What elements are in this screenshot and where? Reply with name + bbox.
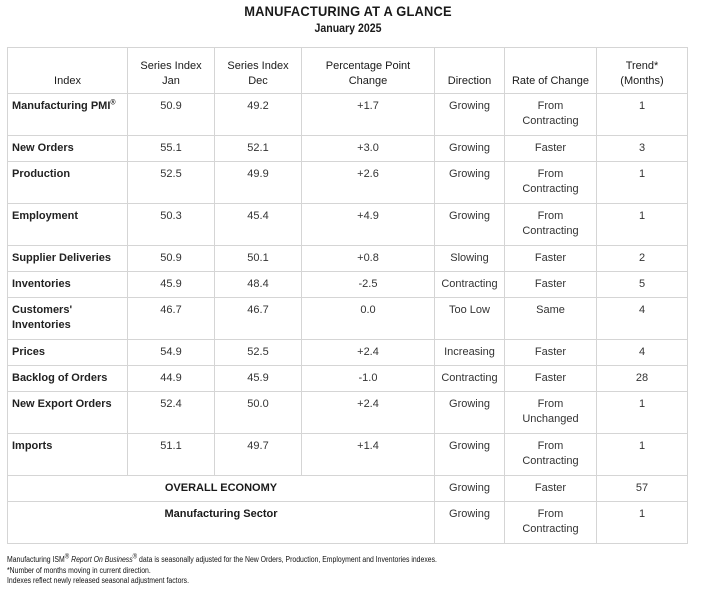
cell-change: +4.9 [302, 204, 435, 246]
row-index-label: New Orders [8, 136, 128, 162]
cell-change: +1.4 [302, 434, 435, 476]
table-row [8, 136, 688, 162]
cell-rate: Faster [505, 340, 597, 366]
cell-direction: Growing [435, 392, 505, 434]
table-header-row [8, 48, 688, 94]
cell-rate: Faster [505, 366, 597, 392]
cell-dec: 50.0 [215, 392, 302, 434]
table-row [8, 94, 688, 136]
cell-dec: 45.4 [215, 204, 302, 246]
cell-jan: 50.9 [128, 246, 215, 272]
summary-label: Manufacturing Sector [8, 502, 435, 544]
footnotes [7, 555, 437, 587]
table-row [8, 246, 688, 272]
cell-direction: Growing [435, 476, 505, 502]
table-row [8, 204, 688, 246]
cell-direction: Growing [435, 94, 505, 136]
cell-jan: 54.9 [128, 340, 215, 366]
header-dec: Series Index Dec [215, 48, 302, 94]
cell-change: +2.6 [302, 162, 435, 204]
cell-rate: Faster [505, 136, 597, 162]
row-index-label: Prices [8, 340, 128, 366]
summary-label: OVERALL ECONOMY [8, 476, 435, 502]
cell-change: +2.4 [302, 340, 435, 366]
cell-direction: Growing [435, 204, 505, 246]
cell-direction: Increasing [435, 340, 505, 366]
cell-jan: 45.9 [128, 272, 215, 298]
table-row [8, 392, 688, 434]
cell-change: -1.0 [302, 366, 435, 392]
table-row [8, 434, 688, 476]
cell-dec: 49.7 [215, 434, 302, 476]
header-trend: Trend* (Months) [597, 48, 688, 94]
page-subtitle: January 2025 [314, 23, 382, 35]
table-row [8, 366, 688, 392]
summary-row [8, 502, 688, 544]
cell-dec: 46.7 [215, 298, 302, 340]
cell-trend: 1 [597, 94, 688, 136]
header-rate: Rate of Change [505, 48, 597, 94]
row-index-label: Customers' Inventories [8, 298, 128, 340]
cell-direction: Growing [435, 434, 505, 476]
header-direction: Direction [435, 48, 505, 94]
cell-trend: 1 [597, 434, 688, 476]
summary-row [8, 476, 688, 502]
row-index-label: Inventories [8, 272, 128, 298]
cell-trend: 4 [597, 298, 688, 340]
cell-direction: Contracting [435, 366, 505, 392]
row-index-label: Imports [8, 434, 128, 476]
cell-rate: From Contracting [505, 502, 597, 544]
cell-trend: 3 [597, 136, 688, 162]
cell-direction: Slowing [435, 246, 505, 272]
header-pp-change: Percentage Point Change [302, 48, 435, 94]
cell-trend: 1 [597, 392, 688, 434]
page-title: MANUFACTURING AT A GLANCE [244, 3, 452, 19]
table-row [8, 340, 688, 366]
cell-direction: Growing [435, 162, 505, 204]
cell-jan: 44.9 [128, 366, 215, 392]
cell-trend: 1 [597, 502, 688, 544]
cell-trend: 1 [597, 162, 688, 204]
cell-rate: From Unchanged [505, 392, 597, 434]
cell-change: +2.4 [302, 392, 435, 434]
row-index-label: New Export Orders [8, 392, 128, 434]
cell-rate: From Contracting [505, 204, 597, 246]
manufacturing-table [7, 47, 688, 544]
footnote-1: Manufacturing ISM® Report On Business® data is seasonally adjusted for the New Orders, Production, Employment and Inventories indexes. [7, 553, 437, 564]
table-row [8, 272, 688, 298]
cell-jan: 50.9 [128, 94, 215, 136]
footnote-3: Indexes reflect newly released seasonal adjustment factors. [7, 576, 190, 585]
row-index-label: Employment [8, 204, 128, 246]
cell-jan: 52.4 [128, 392, 215, 434]
cell-direction: Too Low [435, 298, 505, 340]
cell-dec: 52.1 [215, 136, 302, 162]
cell-rate: Faster [505, 246, 597, 272]
cell-dec: 49.9 [215, 162, 302, 204]
cell-jan: 46.7 [128, 298, 215, 340]
cell-trend: 2 [597, 246, 688, 272]
row-index-label: Supplier Deliveries [8, 246, 128, 272]
cell-trend: 1 [597, 204, 688, 246]
cell-change: 0.0 [302, 298, 435, 340]
cell-change: +0.8 [302, 246, 435, 272]
cell-direction: Growing [435, 502, 505, 544]
cell-change: +3.0 [302, 136, 435, 162]
cell-rate: Faster [505, 476, 597, 502]
table-row [8, 162, 688, 204]
cell-direction: Contracting [435, 272, 505, 298]
cell-jan: 51.1 [128, 434, 215, 476]
cell-dec: 48.4 [215, 272, 302, 298]
cell-rate: From Contracting [505, 434, 597, 476]
cell-trend: 28 [597, 366, 688, 392]
row-index-label: Backlog of Orders [8, 366, 128, 392]
cell-jan: 50.3 [128, 204, 215, 246]
cell-change: -2.5 [302, 272, 435, 298]
cell-rate: From Contracting [505, 162, 597, 204]
footnote-2: *Number of months moving in current direction. [7, 565, 151, 575]
cell-trend: 4 [597, 340, 688, 366]
cell-change: +1.7 [302, 94, 435, 136]
cell-direction: Growing [435, 136, 505, 162]
cell-dec: 49.2 [215, 94, 302, 136]
cell-dec: 50.1 [215, 246, 302, 272]
header-index: Index [8, 48, 128, 94]
cell-dec: 52.5 [215, 340, 302, 366]
cell-dec: 45.9 [215, 366, 302, 392]
cell-jan: 52.5 [128, 162, 215, 204]
cell-trend: 5 [597, 272, 688, 298]
cell-rate: From Contracting [505, 94, 597, 136]
cell-trend: 57 [597, 476, 688, 502]
cell-rate: Faster [505, 272, 597, 298]
cell-rate: Same [505, 298, 597, 340]
header-jan: Series Index Jan [128, 48, 215, 94]
row-index-label: Production [8, 162, 128, 204]
row-index-label: Manufacturing PMI® [8, 94, 128, 136]
table-row [8, 298, 688, 340]
cell-jan: 55.1 [128, 136, 215, 162]
